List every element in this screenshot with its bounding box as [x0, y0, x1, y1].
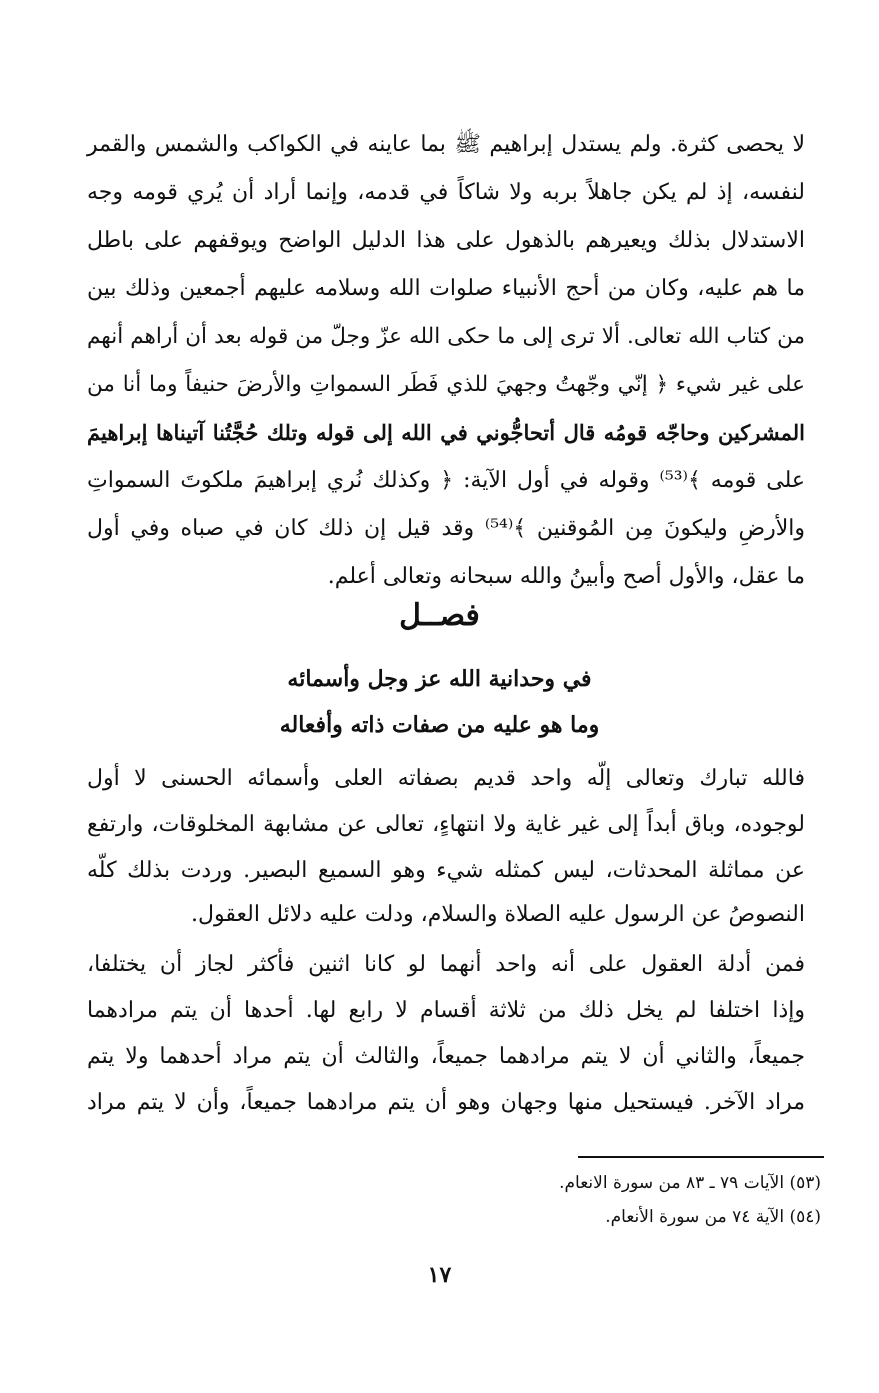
text-line: من كتاب الله تعالى. ألا ترى إلى ما حكى الله عزّ وجلّ من قوله بعد أن أراهم أنهم — [87, 324, 805, 349]
text-line: ما هم عليه، وكان من أحج الأنبياء صلوات الله وسلامه عليهم أجمعين وذلك بين — [87, 276, 805, 301]
text-line: ما عقل، والأول أصح وأبينُ والله سبحانه وتعالى أعلم. — [327, 564, 805, 589]
text-line: مراد الآخر. فيستحيل منها وجهان وهو أن يتم مرادهما جميعاً، وأن لا يتم مراد — [87, 1090, 805, 1115]
footnote-54: (٥٤) الآية ٧٤ من سورة الأنعام. — [605, 1207, 821, 1227]
text-line: الاستدلال بذلك ويعيرهم بالذهول على هذا الدليل الواضح ويوقفهم على باطل — [87, 228, 805, 253]
section-subheading-1: في وحدانية الله عز وجل وأسمائه — [287, 666, 592, 692]
section-heading: فصــل — [399, 598, 480, 633]
footnote-53: (٥٣) الآيات ٧٩ ـ ٨٣ من سورة الانعام. — [559, 1173, 821, 1193]
section-subheading-2: وما هو عليه من صفات ذاته وأفعاله — [279, 712, 600, 738]
text-line: النصوصُ عن الرسول عليه الصلاة والسلام، ودلت عليه دلائل العقول. — [191, 902, 805, 927]
text-line: والأرضِ وليكونَ مِن المُوقنين ﴾⁽⁵⁴⁾ وقد قيل إن ذلك كان في صباه وفي أول — [87, 516, 805, 541]
text-line: عن مماثلة المحدثات، ليس كمثله شيء وهو السميع البصير. وردت بذلك كلّه — [87, 858, 805, 883]
text-line: فمن أدلة العقول على أنه واحد أنهما لو كانا اثنين فأكثر لجاز أن يختلفا، — [87, 952, 805, 977]
page-number: ١٧ — [427, 1262, 452, 1288]
text-line: على غير شيء ﴿ إنّي وجّهتُ وجهيَ للذي فَطَر السمواتِ والأرضَ حنيفاً وما أنا من — [87, 372, 805, 397]
text-line: لنفسه، إذ لم يكن جاهلاً بربه ولا شاكاً في قدمه، وإنما أراد أن يُري قومه وجه — [87, 180, 805, 205]
text-line: على قومه ﴾⁽⁵³⁾ وقوله في أول الآية: ﴿ وكذلك نُري إبراهيمَ ملكوتَ السمواتِ — [87, 468, 805, 493]
text-line: وإذا اختلفا لم يخل ذلك من ثلاثة أقسام لا رابع لها. أحدها أن يتم مرادهما — [87, 998, 805, 1023]
text-line: فالله تبارك وتعالى إلّه واحد قديم بصفاته العلى وأسمائه الحسنى لا أول — [87, 766, 805, 791]
text-line: المشركين وحاجّه قومُه قال أتحاجُّوني في الله إلى قوله وتلك حُجَّتُنا آتيناها إبراهيمَ — [87, 420, 805, 445]
text-line: جميعاً، والثاني أن لا يتم مرادهما جميعاً، والثالث أن يتم مراد أحدهما ولا يتم — [87, 1044, 805, 1069]
text-line: لا يحصى كثرة. ولم يستدل إبراهيم ﷺ بما عاينه في الكواكب والشمس والقمر — [87, 132, 805, 157]
text-line: لوجوده، وباق أبداً إلى غير غاية ولا انتهاءٍ، تعالى عن مشابهة المخلوقات، وارتفع — [87, 812, 805, 837]
footnote-divider — [578, 1156, 824, 1158]
